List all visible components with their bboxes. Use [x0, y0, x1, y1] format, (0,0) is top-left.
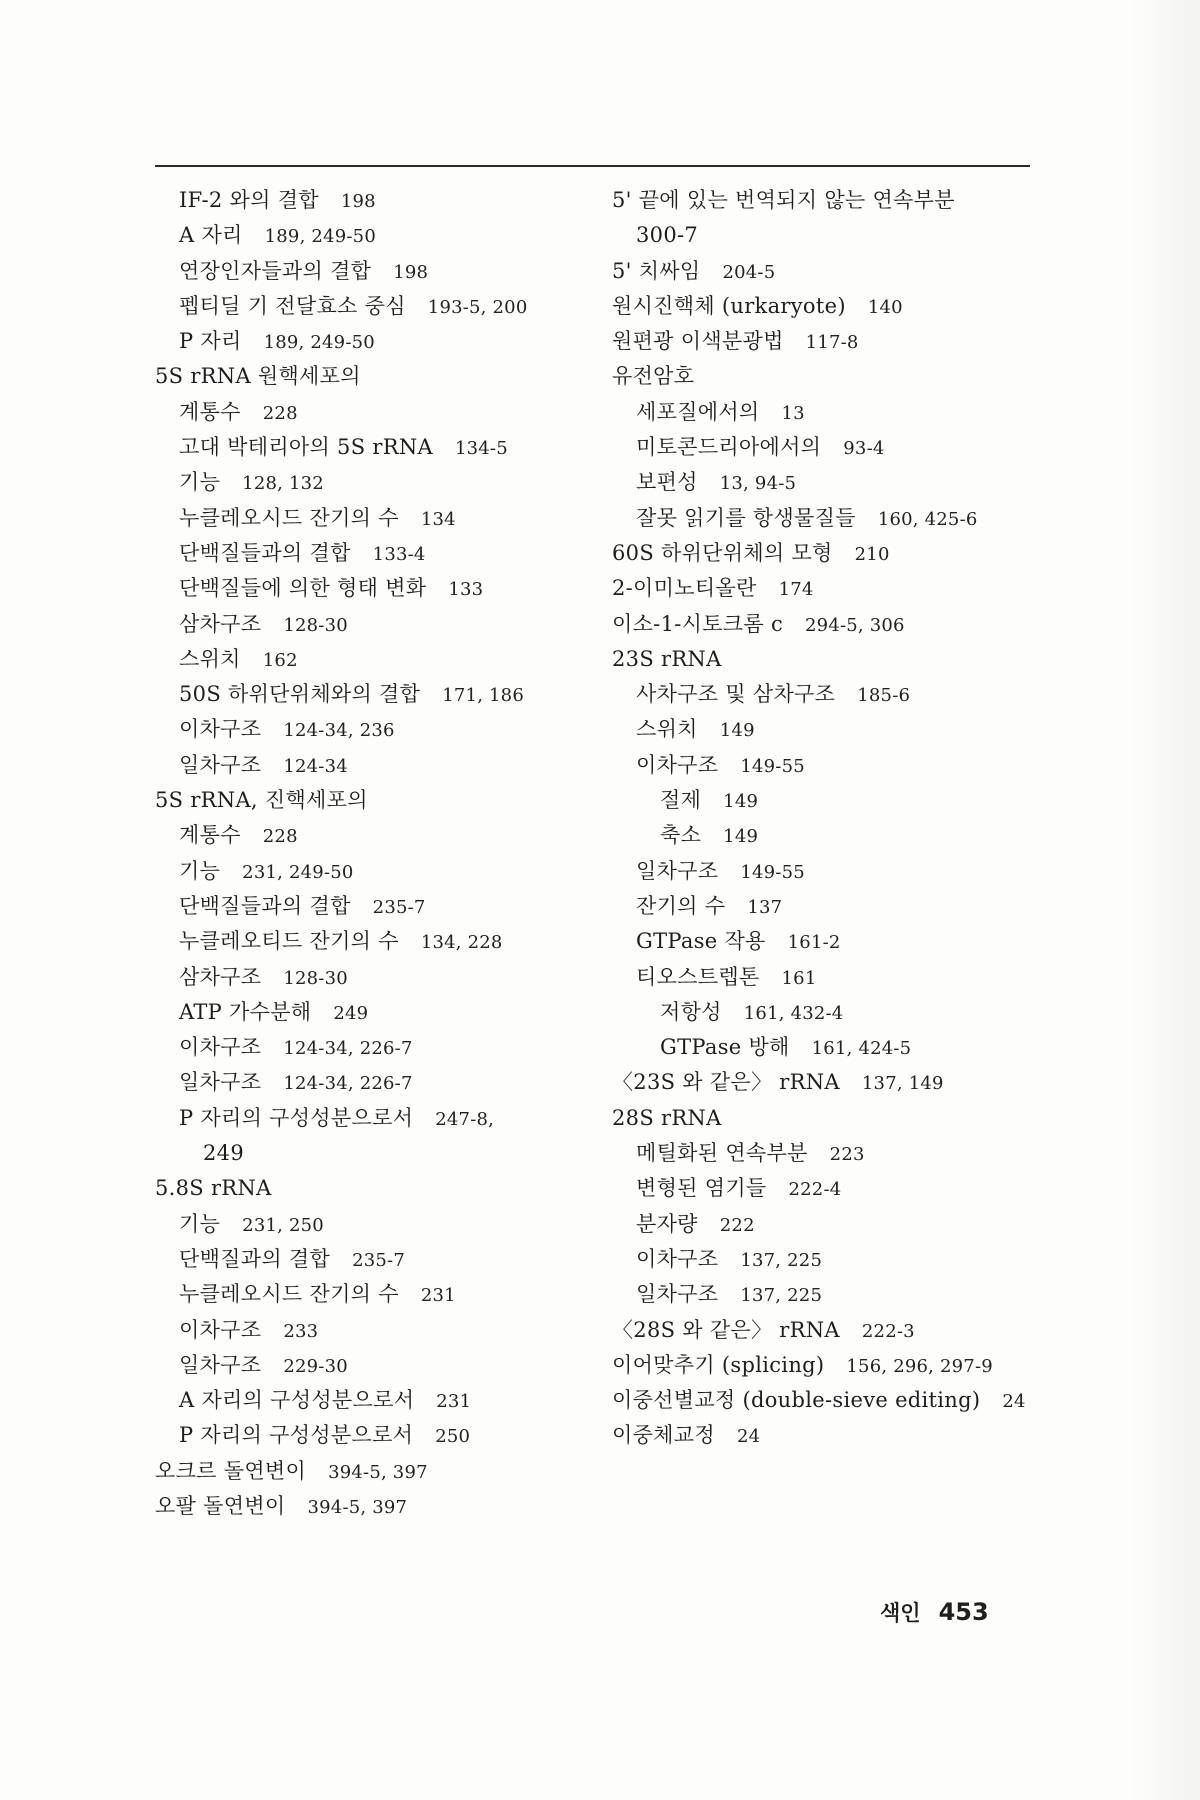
index-page-refs: 394-5, 397 — [328, 1461, 428, 1483]
index-term: 보편성 — [636, 470, 698, 495]
index-entry — [155, 1101, 595, 1136]
index-term: 스위치 — [179, 646, 241, 671]
index-page-refs: 137, 149 — [861, 1073, 944, 1095]
index-term: 계통수 — [179, 823, 241, 848]
index-entry — [155, 501, 595, 536]
index-page-refs: 124-34, 236 — [283, 720, 395, 742]
index-term: 오크르 돌연변이 — [155, 1458, 307, 1483]
index-term: 60S 하위단위체의 모형 — [612, 540, 833, 565]
index-page-refs: 204-5 — [722, 261, 776, 283]
index-entry — [155, 712, 595, 747]
index-term: 원시진핵체 (urkaryote) — [612, 293, 846, 318]
index-term: 누클레오시드 잔기의 수 — [179, 505, 399, 530]
index-column-right — [612, 183, 1042, 1454]
index-entry — [612, 430, 1042, 465]
index-page-refs: 231, 249-50 — [242, 861, 354, 883]
index-entry — [612, 1136, 1042, 1171]
index-term: 기능 — [179, 1211, 221, 1236]
index-page-refs: 222 — [719, 1214, 755, 1236]
index-entry — [612, 1313, 1042, 1348]
index-entry — [155, 748, 595, 783]
index-entry — [155, 1418, 595, 1453]
index-page-refs: 149-55 — [740, 861, 805, 883]
index-entry — [155, 1030, 595, 1065]
index-entry — [612, 1242, 1042, 1277]
index-entry — [155, 1136, 595, 1171]
index-page-refs: 13 — [781, 402, 805, 424]
index-page-refs: 124-34, 226-7 — [283, 1073, 413, 1095]
index-page-refs: 93-4 — [843, 438, 885, 460]
index-entry — [155, 395, 595, 430]
index-term: 스위치 — [636, 717, 698, 742]
index-page-refs: 133 — [448, 579, 484, 601]
index-entry — [155, 536, 595, 571]
index-page-refs: 294-5, 306 — [805, 614, 905, 636]
index-entry — [612, 183, 1042, 218]
index-term: 유전암호 — [612, 364, 695, 389]
index-entry — [612, 1418, 1042, 1453]
index-page-refs: 140 — [867, 296, 903, 318]
index-term: P 자리의 구성성분으로서 — [179, 1423, 414, 1448]
index-page-refs: 394-5, 397 — [307, 1496, 408, 1518]
index-entry — [612, 783, 1042, 818]
index-page-refs: 233 — [283, 1320, 319, 1342]
index-page-refs: 149 — [723, 826, 759, 848]
index-page-refs: 171, 186 — [442, 685, 524, 707]
index-entry — [612, 995, 1042, 1030]
index-page-refs: 134, 228 — [420, 932, 503, 954]
index-term: 이소-1-시토크롬 c — [612, 611, 784, 636]
index-page-refs: 229-30 — [283, 1355, 348, 1377]
index-term: 오팔 돌연변이 — [155, 1493, 286, 1518]
index-entry — [155, 1348, 595, 1383]
index-page-refs: 24 — [736, 1426, 761, 1448]
index-entry — [612, 677, 1042, 712]
index-entry — [612, 1030, 1042, 1065]
index-page-refs: 149 — [719, 720, 755, 742]
index-page-refs: 161-2 — [787, 932, 841, 954]
index-term: 이중체교정 — [612, 1423, 715, 1448]
index-term: 기능 — [179, 470, 221, 495]
index-term: 이차구조 — [636, 752, 719, 777]
index-term: 이어맞추기 (splicing) — [612, 1352, 825, 1377]
index-page-refs: 235-7 — [352, 1249, 405, 1271]
index-page-refs: 137, 225 — [740, 1285, 823, 1307]
index-page-refs: 137, 225 — [740, 1249, 823, 1271]
index-term: 단백질들과의 결합 — [179, 540, 351, 565]
footer-label: 색인 — [880, 1601, 921, 1625]
index-term: 일차구조 — [179, 1070, 262, 1095]
index-term: 삼차구조 — [179, 611, 262, 636]
index-entry — [612, 748, 1042, 783]
index-page-refs: 117-8 — [805, 332, 859, 354]
index-page-refs: 137 — [747, 896, 783, 918]
index-entry — [612, 254, 1042, 289]
index-entry — [612, 854, 1042, 889]
index-page-refs: 13, 94-5 — [719, 473, 797, 495]
index-entry — [155, 607, 595, 642]
index-entry — [155, 571, 595, 606]
index-term: 사차구조 및 삼차구조 — [636, 682, 836, 707]
index-term: 단백질과의 결합 — [179, 1246, 331, 1271]
index-entry — [612, 1207, 1042, 1242]
index-term: GTPase 작용 — [636, 929, 766, 954]
index-entry — [155, 1383, 595, 1418]
page-edge-shading — [1130, 0, 1200, 1800]
index-page-refs: 249 — [333, 1002, 369, 1024]
index-entry — [612, 1277, 1042, 1312]
index-page-refs: 223 — [829, 1144, 865, 1166]
index-term: 절제 — [660, 788, 702, 813]
index-page-refs: 247-8, — [435, 1108, 495, 1130]
index-entry — [155, 1489, 595, 1524]
index-term: 원편광 이색분광법 — [612, 329, 784, 354]
index-term: 5' 끝에 있는 번역되지 않는 연속부분 — [612, 188, 955, 212]
index-entry — [155, 783, 595, 818]
index-page-refs: 128-30 — [283, 967, 348, 989]
index-page-refs: 231 — [420, 1285, 456, 1307]
index-page-refs: 161 — [781, 967, 817, 989]
index-page-refs: 198 — [393, 261, 429, 283]
index-entry — [612, 1101, 1042, 1136]
index-entry — [612, 465, 1042, 500]
index-entry — [612, 359, 1042, 394]
index-entry — [612, 324, 1042, 359]
index-entry — [612, 607, 1042, 642]
index-entry — [612, 924, 1042, 959]
index-term: 일차구조 — [179, 1352, 262, 1377]
index-entry — [612, 818, 1042, 853]
index-entry — [155, 1277, 595, 1312]
index-entry — [155, 324, 595, 359]
index-term: 이차구조 — [636, 1246, 719, 1271]
index-entry — [155, 1171, 595, 1206]
index-entry — [612, 395, 1042, 430]
index-term: 누클레오티드 잔기의 수 — [179, 929, 399, 954]
index-entry — [612, 1065, 1042, 1100]
index-page-refs: 189, 249-50 — [264, 226, 376, 248]
index-entry — [155, 254, 595, 289]
index-page-refs: 222-4 — [788, 1179, 842, 1201]
index-page-refs: 231 — [436, 1391, 472, 1413]
index-term: 메틸화된 연속부분 — [636, 1141, 808, 1166]
index-entry — [155, 359, 595, 394]
index-entry — [155, 1242, 595, 1277]
index-term: 단백질들에 의한 형태 변화 — [179, 576, 427, 601]
index-term: GTPase 방해 — [660, 1035, 790, 1060]
index-term: 5S rRNA 원핵세포의 — [155, 364, 361, 389]
index-term: 삼차구조 — [179, 964, 262, 989]
index-entry — [612, 1171, 1042, 1206]
index-page-refs: 161, 424-5 — [811, 1038, 912, 1060]
top-rule — [155, 165, 1030, 167]
index-term: 축소 — [660, 823, 702, 848]
index-term: 5.8S rRNA — [155, 1176, 272, 1201]
index-term: 23S rRNA — [612, 646, 722, 671]
index-entry — [612, 218, 1042, 253]
index-page-refs: 193-5, 200 — [427, 296, 528, 318]
index-entry — [155, 1313, 595, 1348]
index-term: 펩티딜 기 전달효소 중심 — [179, 293, 406, 318]
index-term: 연장인자들과의 결합 — [179, 258, 372, 283]
index-entry — [155, 465, 595, 500]
index-entry — [612, 889, 1042, 924]
index-entry — [612, 501, 1042, 536]
index-term: 저항성 — [660, 999, 722, 1024]
index-term: 28S rRNA — [612, 1105, 722, 1130]
index-entry — [155, 1065, 595, 1100]
index-term: 잔기의 수 — [636, 893, 726, 918]
index-term: 잘못 읽기를 항생물질들 — [636, 505, 856, 530]
index-page-refs: 128-30 — [283, 614, 348, 636]
index-entry — [155, 183, 595, 218]
index-entry — [155, 430, 595, 465]
index-term: 이차구조 — [179, 717, 262, 742]
index-term: 〈28S 와 같은〉 rRNA — [612, 1317, 840, 1342]
index-term: 단백질들과의 결합 — [179, 893, 351, 918]
index-entry — [612, 289, 1042, 324]
index-term: 50S 하위단위체와의 결합 — [179, 682, 421, 707]
index-page-refs: 185-6 — [857, 685, 911, 707]
index-page-refs: 210 — [854, 543, 890, 565]
index-page-refs: 231, 250 — [242, 1214, 324, 1236]
index-entry — [155, 818, 595, 853]
index-page-refs: 160, 425-6 — [877, 508, 978, 530]
index-term: 변형된 염기들 — [636, 1176, 767, 1201]
index-page-refs: 134 — [420, 508, 456, 530]
index-page-refs: 228 — [262, 402, 298, 424]
index-term: 계통수 — [179, 399, 241, 424]
index-term: 누클레오시드 잔기의 수 — [179, 1282, 399, 1307]
index-term: A 자리 — [179, 223, 243, 248]
index-entry — [155, 1454, 595, 1489]
index-page-refs: 124-34 — [283, 755, 348, 777]
index-entry — [155, 1207, 595, 1242]
index-term: 2-이미노티올란 — [612, 576, 757, 601]
index-page-refs: 250 — [435, 1426, 471, 1448]
index-term: IF-2 와의 결합 — [179, 188, 319, 212]
index-entry — [155, 995, 595, 1030]
index-entry — [155, 960, 595, 995]
index-page-refs: 134-5 — [454, 438, 508, 460]
page-footer — [880, 1597, 989, 1627]
index-page-refs: 128, 132 — [242, 473, 324, 495]
index-entry — [612, 1348, 1042, 1383]
index-term: 이차구조 — [179, 1317, 262, 1342]
index-entry — [155, 889, 595, 924]
index-entry — [155, 924, 595, 959]
index-entry — [155, 677, 595, 712]
index-term: 일차구조 — [636, 1282, 719, 1307]
index-term: 249 — [203, 1141, 244, 1166]
index-term: 〈23S 와 같은〉 rRNA — [612, 1070, 840, 1095]
index-page-refs: 198 — [340, 191, 376, 212]
index-term: 기능 — [179, 858, 221, 883]
index-term: 이차구조 — [179, 1035, 262, 1060]
index-entry — [612, 712, 1042, 747]
index-term: P 자리 — [179, 329, 242, 354]
index-entry — [155, 854, 595, 889]
index-entry — [612, 960, 1042, 995]
index-page-refs: 24 — [1002, 1391, 1026, 1413]
index-term: 300-7 — [636, 223, 699, 248]
index-entry — [612, 571, 1042, 606]
index-entry — [155, 218, 595, 253]
index-entry — [155, 289, 595, 324]
index-entry — [612, 1383, 1042, 1418]
index-page-refs: 162 — [262, 649, 298, 671]
index-term: 이중선별교정 (double-sieve editing) — [612, 1388, 981, 1413]
index-page-refs: 149 — [723, 791, 759, 813]
index-page-refs: 174 — [778, 579, 814, 601]
page-number: 453 — [938, 1598, 989, 1626]
index-term: A 자리의 구성성분으로서 — [179, 1388, 415, 1413]
index-entry — [612, 642, 1042, 677]
index-page-refs: 124-34, 226-7 — [283, 1038, 413, 1060]
index-term: 일차구조 — [636, 858, 719, 883]
index-term: P 자리의 구성성분으로서 — [179, 1105, 414, 1130]
index-column-left — [155, 183, 595, 1524]
index-page-refs: 161, 432-4 — [743, 1002, 844, 1024]
index-term: ATP 가수분해 — [179, 999, 312, 1024]
index-term: 일차구조 — [179, 752, 262, 777]
index-term: 티오스트렙톤 — [636, 964, 760, 989]
index-entry — [612, 536, 1042, 571]
index-page-refs: 222-3 — [861, 1320, 915, 1342]
index-term: 고대 박테리아의 5S rRNA — [179, 435, 433, 460]
index-term: 5' 치싸임 — [612, 258, 701, 283]
index-page-refs: 228 — [262, 826, 298, 848]
index-page-refs: 235-7 — [372, 896, 426, 918]
index-term: 미토콘드리아에서의 — [636, 435, 822, 460]
index-entry — [155, 642, 595, 677]
index-term: 세포질에서의 — [636, 399, 760, 424]
index-term: 분자량 — [636, 1211, 698, 1236]
index-term: 5S rRNA, 진핵세포의 — [155, 788, 368, 813]
index-page-refs: 133-4 — [372, 543, 426, 565]
index-page-refs: 156, 296, 297-9 — [846, 1355, 993, 1377]
index-page-refs: 189, 249-50 — [263, 332, 375, 354]
index-page-refs: 149-55 — [740, 755, 805, 777]
